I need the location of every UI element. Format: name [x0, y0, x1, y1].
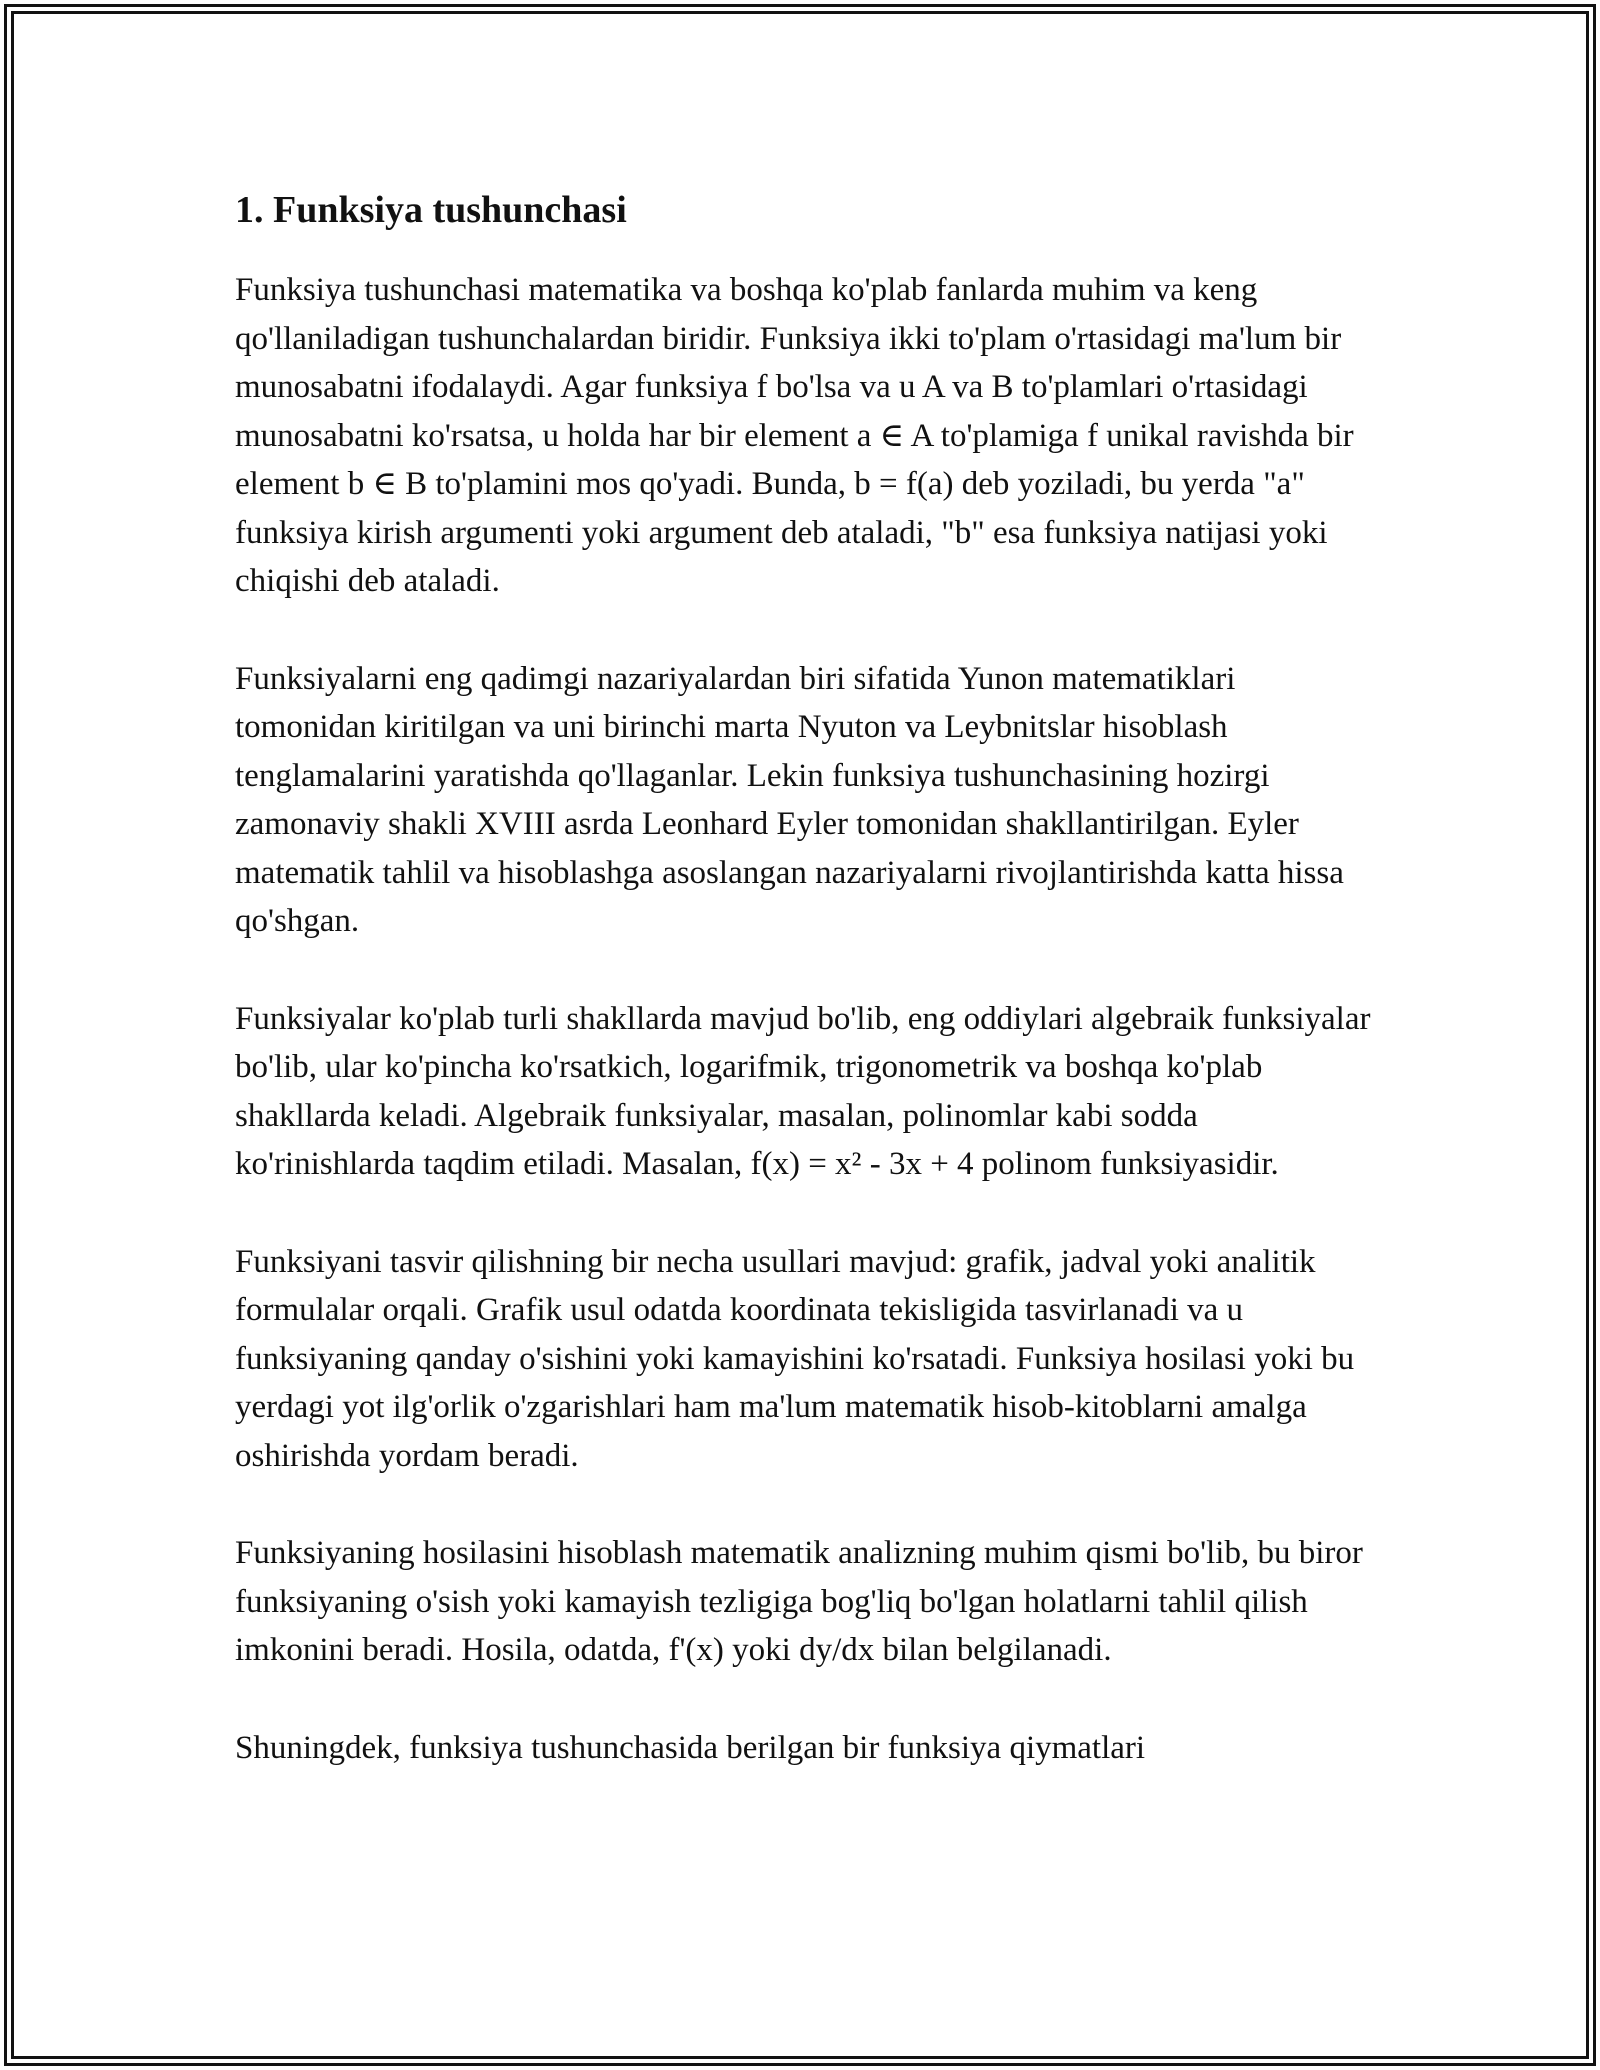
paragraph-1: Funksiya tushunchasi matematika va boshqa ko'plab fanlarda muhim va keng qo'llaniladigan tushunchalardan biridir. Funksiya ikki to'plam o'rtasidagi ma'lum bir munosabatni ifodalaydi. Agar funksiya f bo'lsa va u A va B to'plamlari o'rtasidagi munosabatni ko'rsatsa, u holda har bir element a ∈ A to'plamiga f unikal ravishda bir element b ∈ B to'plamini mos qo'yadi. Bunda, b = f(a) deb yoziladi, bu yerda "a" funksiya kirish argumenti yoki argument deb ataladi, "b" esa funksiya natijasi yoki chiqishi deb ataladi. — [235, 272, 1354, 599]
paragraph-3: Funksiyalar ko'plab turli shakllarda mavjud bo'lib, eng oddiylari algebraik funksiyalar bo'lib, ular ko'pincha ko'rsatkich, logarifmik, trigonometrik va boshqa ko'plab shakllarda keladi. Algebraik funksiyalar, masalan, polinomlar kabi sodda ko'rinishlarda taqdim etiladi. Masalan, f(x) = x² - 3x + 4 polinom funksiyasidir. — [235, 1000, 1371, 1182]
paragraph-6: Shuningdek, funksiya tushunchasida berilgan bir funksiya qiymatlari — [235, 1729, 1146, 1766]
section-title: 1. Funksiya tushunchasi — [235, 189, 627, 231]
paragraph-5: Funksiyaning hosilasini hisoblash matematik analizning muhim qismi bo'lib, bu biror funksiyaning o'sish yoki kamayish tezligiga bog'liq bo'lgan holatlarni tahlil qilish imkonini beradi. Hosila, odatda, f'(x) yoki dy/dx bilan belgilanadi. — [235, 1535, 1363, 1668]
paragraph-4: Funksiyani tasvir qilishning bir necha usullari mavjud: grafik, jadval yoki analitik formulalar orqali. Grafik usul odatda koordinata tekisligida tasvirlanadi va u funksiyaning qanday o'sishini yoki kamayishini ko'rsatadi. Funksiya hosilasi yoki bu yerdagi yot ilg'orlik o'zgarishlari ham ma'lum matematik hisob-kitoblarni amalga oshirishda yordam beradi. — [235, 1243, 1355, 1474]
paragraph-2: Funksiyalarni eng qadimgi nazariyalardan biri sifatida Yunon matematiklari tomonidan kiritilgan va uni birinchi marta Nyuton va Leybnitslar hisoblash tenglamalarini yaratishda qo'llaganlar. Lekin funksiya tushunchasining hozirgi zamonaviy shakli XVIII asrda Leonhard Eyler tomonidan shakllantirilgan. Eyler matematik tahlil va hisoblashga asoslangan nazariyalarni rivojlantirishda katta hissa qo'shgan. — [235, 660, 1344, 939]
document-body — [235, 186, 1375, 1821]
